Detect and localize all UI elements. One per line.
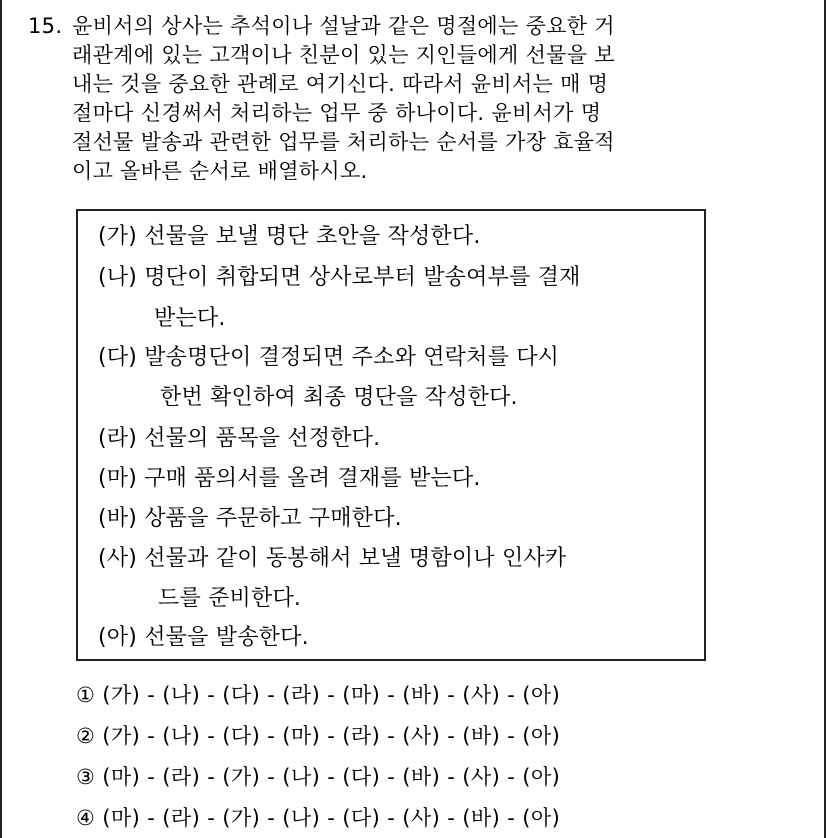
step-item: (가) 선물을 보낼 명단 초안을 작성한다.: [98, 224, 481, 249]
answer-option-1[interactable]: ① (가) - (나) - (다) - (라) - (마) - (바) - (사) - (아): [76, 683, 561, 707]
step-item-continued: 받는다.: [154, 306, 226, 331]
step-item: (아) 선물을 발송한다.: [98, 625, 309, 650]
step-item: (다) 발송명단이 결정되면 주소와 연락처를 다시: [98, 345, 560, 370]
step-item: (사) 선물과 같이 동봉해서 보낼 명함이나 인사카: [98, 546, 567, 571]
answer-option-3[interactable]: ③ (마) - (라) - (가) - (나) - (다) - (바) - (사) - (아): [76, 765, 561, 789]
step-item: (나) 명단이 취합되면 상사로부터 발송여부를 결재: [98, 265, 581, 290]
steps-box: [76, 209, 706, 661]
answer-option-2[interactable]: ② (가) - (나) - (다) - (마) - (라) - (사) - (바) - (아): [76, 724, 561, 748]
question-line: 이고 올바른 순서로 배열하시오.: [72, 159, 368, 183]
question-line: 내는 것을 중요한 관례로 여기신다. 따라서 윤비서는 매 명: [72, 72, 609, 96]
question-text: 윤비서의 상사는 추석이나 설날과 같은 명절에는 중요한 거: [72, 14, 615, 38]
answer-option-4[interactable]: ④ (마) - (라) - (가) - (나) - (다) - (사) - (바) - (아): [76, 806, 561, 830]
step-item-continued: 한번 확인하여 최종 명단을 작성한다.: [160, 385, 518, 410]
question-line: [28, 12, 615, 41]
question-line: 절선물 발송과 관련한 업무를 처리하는 순서를 가장 효율적: [72, 130, 615, 154]
step-item: (바) 상품을 주문하고 구매한다.: [98, 506, 402, 531]
step-item: (라) 선물의 품목을 선정한다.: [98, 426, 381, 451]
question-line: 절마다 신경써서 처리하는 업무 중 하나이다. 윤비서가 명: [72, 101, 602, 125]
question-line: 래관계에 있는 고객이나 친분이 있는 지인들에게 선물을 보: [72, 43, 615, 67]
question-number: 15.: [28, 14, 63, 38]
step-item-continued: 드를 준비한다.: [158, 586, 302, 611]
step-item: (마) 구매 품의서를 올려 결재를 받는다.: [98, 466, 481, 491]
page-border-left: [0, 0, 2, 838]
